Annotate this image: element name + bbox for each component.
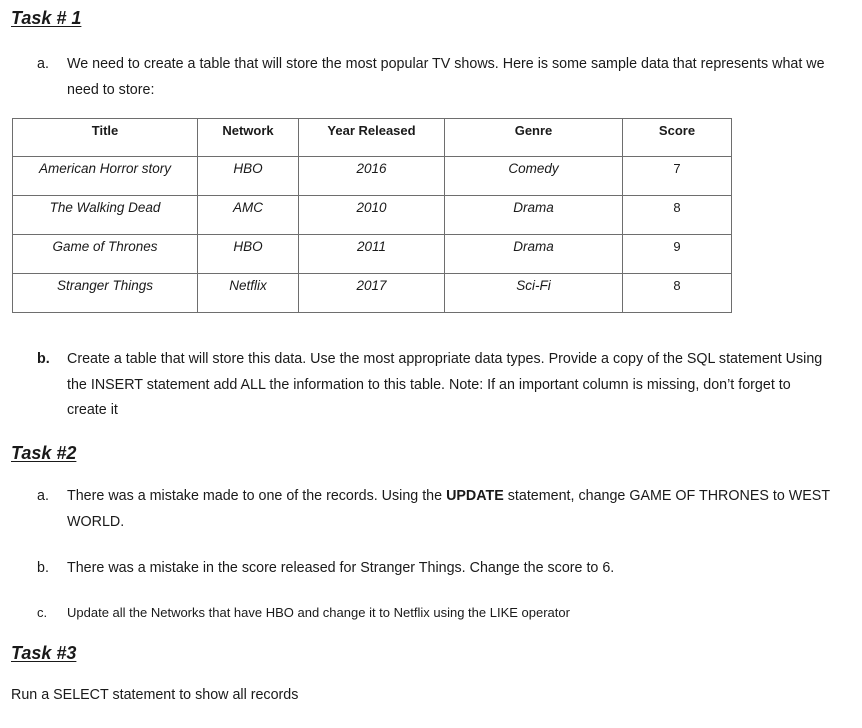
cell-network: HBO	[198, 235, 299, 274]
cell-year: 2011	[299, 235, 445, 274]
table-row	[13, 157, 732, 196]
task1-heading: Task # 1	[11, 8, 82, 28]
task2-c-text: Update all the Networks that have HBO and change it to Netflix using the LIKE operator	[67, 605, 570, 620]
cell-year: 2010	[299, 196, 445, 235]
header-genre: Genre	[445, 119, 623, 157]
table-row	[13, 196, 732, 235]
task2-a-marker: a.	[37, 488, 49, 504]
cell-year: 2016	[299, 157, 445, 196]
task3-text: Run a SELECT statement to show all records	[11, 687, 299, 703]
task2-b-marker: b.	[37, 560, 49, 576]
cell-score: 7	[623, 157, 732, 196]
table-row	[13, 274, 732, 313]
header-network: Network	[198, 119, 299, 157]
tv-shows-table	[12, 118, 732, 313]
task1-b-text: Create a table that will store this data. Use the most appropriate data types. Provide a copy of the SQL statement Using the INSERT statement add ALL the information to this table. Note: If an important column is missing, don’t forget to create it	[67, 351, 823, 418]
cell-genre: Drama	[445, 196, 623, 235]
task2-a-text-before: There was a mistake made to one of the records. Using the	[67, 488, 447, 504]
cell-title: Game of Thrones	[13, 235, 198, 274]
header-title: Title	[13, 119, 198, 157]
cell-genre: Comedy	[445, 157, 623, 196]
task2-a-text	[67, 484, 842, 535]
task2-a-text-after: statement, change GAME OF THRONES to WEST WORLD.	[67, 488, 830, 530]
cell-genre: Sci-Fi	[445, 274, 623, 313]
table-header-row	[13, 119, 732, 157]
task1-b-marker: b.	[37, 351, 50, 367]
cell-title: American Horror story	[13, 157, 198, 196]
task2-a-text-bold: UPDATE	[446, 488, 504, 504]
task3-heading: Task #3	[11, 643, 77, 663]
cell-title: Stranger Things	[13, 274, 198, 313]
cell-year: 2017	[299, 274, 445, 313]
cell-score: 9	[623, 235, 732, 274]
cell-score: 8	[623, 196, 732, 235]
task1-a-marker: a.	[37, 56, 49, 72]
task2-b-text: There was a mistake in the score released for Stranger Things. Change the score to 6.	[67, 560, 615, 576]
cell-score: 8	[623, 274, 732, 313]
header-score: Score	[623, 119, 732, 157]
task2-heading: Task #2	[11, 443, 77, 463]
task2-c-marker: c.	[37, 605, 48, 620]
cell-genre: Drama	[445, 235, 623, 274]
task1-a-text: We need to create a table that will store the most popular TV shows. Here is some sample data that represents what we need to store:	[67, 56, 825, 98]
header-year-released: Year Released	[299, 119, 445, 157]
table-row	[13, 235, 732, 274]
cell-network: Netflix	[198, 274, 299, 313]
cell-title: The Walking Dead	[13, 196, 198, 235]
cell-network: HBO	[198, 157, 299, 196]
cell-network: AMC	[198, 196, 299, 235]
